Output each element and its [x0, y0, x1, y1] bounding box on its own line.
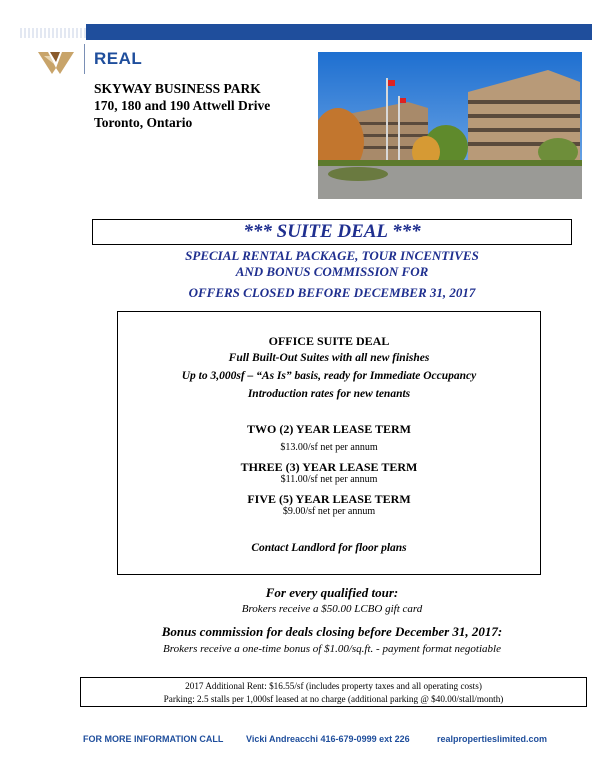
suite-line-1: Full Built-Out Suites with all new finishes [228, 352, 430, 364]
tour-incentive-title: For every qualified tour: [265, 585, 399, 600]
lease-term-five: FIVE (5) YEAR LEASE TERM [247, 492, 411, 506]
additional-rent: 2017 Additional Rent: $16.55/sf (includes property taxes and all operating costs) [185, 681, 482, 691]
suite-line-2: Up to 3,000sf – “As Is” basis, ready for Immediate Occupancy [181, 370, 477, 382]
property-name: SKYWAY BUSINESS PARK [94, 81, 261, 96]
office-suite-box [117, 311, 541, 575]
lease-rate-three: $11.00/sf net per annum [280, 474, 378, 485]
footer-info-label: FOR MORE INFORMATION CALL [83, 734, 224, 744]
suite-deal-banner: *** SUITE DEAL *** [92, 219, 572, 245]
special-line-1: SPECIAL RENTAL PACKAGE, TOUR INCENTIVES [185, 248, 479, 263]
logo-icon [36, 46, 76, 76]
contact-landlord: Contact Landlord for floor plans [251, 542, 407, 554]
parking-info: Parking: 2.5 stalls per 1,000sf leased at no charge (additional parking @ $40.00/stall/month) [163, 694, 504, 704]
suite-line-3: Introduction rates for new tenants [247, 388, 411, 400]
special-package-heading [92, 248, 572, 280]
footer-contact: Vicki Andreacchi 416-679-0999 ext 226 [246, 734, 410, 744]
lease-term-two: TWO (2) YEAR LEASE TERM [246, 422, 412, 436]
additional-info-box [80, 677, 587, 707]
footer-website[interactable]: realpropertieslimited.com [437, 734, 548, 744]
property-address [94, 80, 270, 131]
special-line-2: AND BONUS COMMISSION FOR [235, 264, 429, 279]
bonus-commission-title: Bonus commission for deals closing before December 31, 2017: [161, 624, 503, 639]
tour-incentive-text: Brokers receive a $50.00 LCBO gift card [241, 603, 423, 615]
offers-deadline: OFFERS CLOSED BEFORE DECEMBER 31, 2017 [188, 285, 476, 300]
lease-rate-two: $13.00/sf net per annum [280, 442, 378, 453]
bonus-commission-text: Brokers receive a one-time bonus of $1.00/sq.ft. - payment format negotiable [163, 643, 501, 655]
header-bar [86, 24, 592, 40]
city-line: Toronto, Ontario [94, 115, 193, 130]
header-stripe-pattern [20, 28, 86, 38]
lease-rate-five: $9.00/sf net per annum [282, 506, 376, 517]
suite-title: OFFICE SUITE DEAL [268, 334, 390, 348]
logo-divider [84, 44, 85, 74]
brand-name: REAL [94, 49, 143, 68]
address-line: 170, 180 and 190 Attwell Drive [94, 98, 271, 113]
building-photo [318, 52, 582, 199]
lease-term-three: THREE (3) YEAR LEASE TERM [240, 460, 418, 474]
